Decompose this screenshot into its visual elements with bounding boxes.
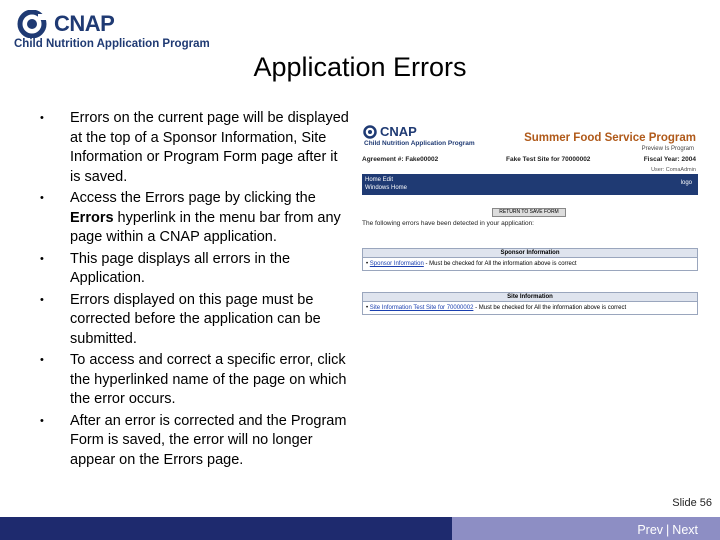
bullet-text: This page displays all errors in the Application. (70, 250, 291, 286)
screenshot-error-link: Site Information Test Site for 70000002 (369, 305, 474, 311)
screenshot-panel-row: • Site Information Test Site for 70000002 - Must be checked for All the information above is correct (366, 305, 627, 311)
screenshot-menu-bar (362, 174, 698, 195)
bullet-item (40, 412, 352, 471)
screenshot-program-sub: Preview Is Program (641, 146, 694, 152)
cnap-emblem-icon (16, 10, 52, 38)
screenshot-emblem-icon (363, 125, 379, 139)
bullet-text-before: Access the Errors page by clicking the (70, 190, 316, 206)
screenshot-error-text: - Must be checked for All the information above is correct (473, 305, 627, 311)
screenshot-menu-item: Home Edit (365, 177, 394, 183)
slide-title-text: Application Errors (253, 52, 467, 82)
screenshot-logo (362, 124, 475, 150)
bullet-icon: • (40, 252, 44, 265)
screenshot-error-link: Sponsor Information (369, 261, 424, 267)
bullet-item (40, 291, 352, 350)
screenshot-logo-word: CNAP (380, 124, 417, 139)
bullet-icon: • (40, 112, 44, 124)
cnap-logo (12, 8, 222, 52)
bullet-item (40, 351, 352, 410)
screenshot-panel-header: Sponsor Information (363, 249, 697, 258)
screenshot-site-panel (362, 292, 698, 315)
screenshot-sponsor-panel (362, 248, 698, 271)
screenshot-error-text: - Must be checked for All the information above is correct (423, 261, 577, 267)
bullet-icon: • (40, 354, 44, 366)
screenshot-agreement: Agreement #: Fake00002 (362, 156, 439, 163)
bottom-bar (0, 517, 720, 540)
screenshot-site: Fake Test Site for 70000002 (506, 156, 591, 163)
bullet-bold-errors: Errors (70, 209, 114, 226)
bullet-text: Errors displayed on this page must be corrected before the application can be submitted. (70, 291, 321, 347)
bullet-item (40, 189, 352, 248)
screenshot-menu-item: Windows Home (365, 185, 408, 191)
bullet-text: Errors on the current page will be displayed at the top of a Sponsor Information, Site Information or Program Form page after it is saved. (70, 110, 349, 185)
bullet-list (40, 109, 352, 472)
screenshot-panel-header: Site Information (363, 293, 697, 302)
screenshot-menu-item: logo (680, 180, 692, 186)
logo-word: CNAP (54, 11, 115, 36)
bullet-icon: • (40, 192, 44, 204)
screenshot-error-message: The following errors have been detected in your application: (362, 220, 534, 227)
bullet-text: To access and correct a specific error, click the hyperlinked name of the page on which the error occurs. (70, 352, 347, 407)
screenshot-return-button: RETURN TO SAVE FORM (492, 208, 566, 217)
screenshot-panel-row: • Sponsor Information - Must be checked for All the information above is correct (366, 261, 577, 267)
bullet-text-after: hyperlink in the menu bar from any page within a CNAP application. (70, 209, 341, 245)
errors-page-screenshot (360, 122, 700, 327)
slide-title (0, 52, 720, 83)
screenshot-fiscal-year: Fiscal Year: 2004 (643, 156, 696, 163)
bullet-item (40, 109, 352, 187)
screenshot-program-title: Summer Food Service Program (524, 132, 696, 144)
prev-link[interactable]: Prev (637, 523, 664, 537)
screenshot-user: User: ComaAdmin (651, 167, 696, 173)
bullet-icon: • (40, 293, 44, 306)
next-link[interactable]: Next (672, 523, 698, 537)
bullet-text: After an error is corrected and the Program Form is saved, the error will no longer appear on the Errors page. (70, 412, 347, 468)
logo-subtitle: Child Nutrition Application Program (14, 38, 210, 50)
slide-navigation (637, 523, 698, 537)
nav-separator: | (666, 523, 670, 537)
bullet-icon: • (40, 414, 44, 427)
bottom-bar-dark (0, 517, 452, 540)
screenshot-logo-subtitle: Child Nutrition Application Program (364, 140, 475, 147)
bullet-item (40, 250, 352, 289)
slide-number: Slide 56 (672, 497, 712, 509)
